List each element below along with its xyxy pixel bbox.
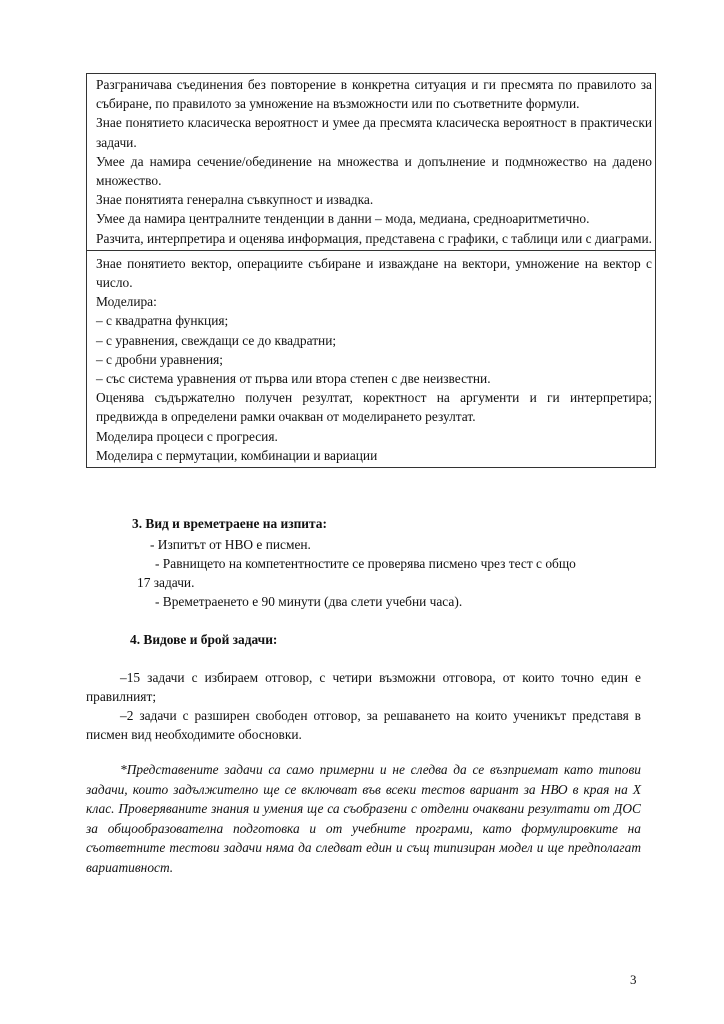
table-line: Знае понятията генерална съвкупност и извадка.	[96, 192, 374, 208]
disclaimer-note	[86, 760, 641, 878]
table-line: Знае понятието класическа вероятност и умее да пресмята класическа вероятност в практически задачи.	[96, 115, 652, 150]
table-line: Умее да намира централните тенденции в данни – мода, медиана, средноаритметично.	[96, 211, 590, 227]
table-line: – с уравнения, свеждащи се до квадратни;	[96, 332, 337, 348]
table-line: Разчита, интерпретира и оценява информация, представена с графики, с таблици или с диаграми.	[96, 230, 652, 246]
table-line: Разграничава съединения без повторение в конкретна ситуация и ги пресмята по правилото за събиране, по правилото за умножение на възможности или по съответните формули.	[96, 77, 652, 112]
list-item: –2 задачи с разширен свободен отговор, за решаването на които ученикът представя в писмен вид необходимите обосновки.	[86, 708, 641, 742]
list-item: - Времетраенето е 90 минути (два слети учебни часа).	[155, 594, 463, 609]
section-heading: 4. Видове и брой задачи:	[130, 632, 278, 647]
list-item: - Изпитът от НВО е писмен.	[150, 537, 311, 552]
section-heading: 3. Вид и времетраене на изпита:	[132, 516, 327, 531]
section-exam-type	[0, 514, 724, 611]
competencies-table	[86, 73, 656, 468]
table-line: Оценява съдържателно получен резултат, коректност на аргументи и ги интерпретира; предвижда в определени рамки очакван от моделирането резултат.	[96, 390, 652, 425]
table-line: – с квадратна функция;	[96, 313, 229, 329]
table-line: – с дробни уравнения;	[96, 351, 224, 367]
table-line: Знае понятието вектор, операциите събиране и изваждане на вектори, умножение на вектор с число.	[96, 255, 652, 291]
list-item: - Равнището на компетентностите се проверява писмено чрез тест с общо	[155, 556, 576, 571]
list-item: –15 задачи с избираем отговор, с четири възможни отговора, от които точно един е правилният;	[86, 670, 641, 704]
table-line: – със система уравнения от първа или втора степен с две неизвестни.	[96, 371, 491, 387]
section-task-types	[0, 630, 724, 744]
table-row	[87, 74, 655, 250]
note-text: *Представените задачи са само примерни и не следва да се възприемат като типови задачи, които задължително ще се включват във всеки тестов вариант за НВО в края на X клас. Проверяваните знания и умения ще са съобразени с отделни очаквани резултати от ДОС за общообразователна подготовка и от учебните програми, като формулировките на съответните тестови задачи няма да следват един и същ типизиран модел и ще предполагат вариативност.	[86, 762, 641, 875]
table-line: Моделира процеси с прогресия.	[96, 428, 278, 444]
table-line: Умее да намира сечение/обединение на множества и допълнение и подмножество на дадено множество.	[96, 153, 652, 189]
table-line: Моделира:	[96, 294, 157, 310]
table-line: Моделира с пермутации, комбинации и вариации	[96, 447, 378, 463]
list-item: 17 задачи.	[137, 575, 195, 590]
table-row	[87, 250, 655, 467]
page-number: 3	[630, 972, 637, 987]
